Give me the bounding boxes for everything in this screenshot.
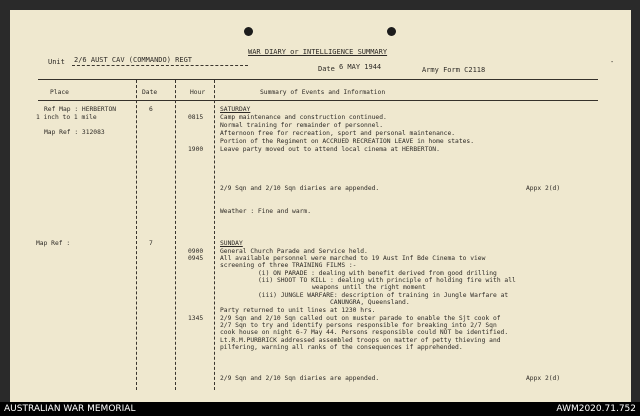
summary-line: All available personnel were marched to 19 Aust Inf Bde Cinema to view	[220, 255, 486, 262]
date-label: Date	[318, 65, 335, 73]
summary-line: pilfering, warning all ranks of the consequences if apprehended.	[220, 344, 463, 351]
diary-page	[10, 10, 631, 402]
document-title: WAR DIARY or INTELLIGENCE SUMMARY	[248, 48, 388, 56]
summary-line: 2/9 Sqn and 2/10 Sqn diaries are appended.	[220, 185, 380, 192]
summary-line: 2/9 Sqn and 2/10 Sqn diaries are appended.	[220, 375, 380, 382]
summary-line: 2/7 Sqn to try and identify persons responsible for breaking into 2/7 Sqn	[220, 322, 497, 329]
summary-line: cook house on night 6-7 May 44. Persons responsible could NOT be identified.	[220, 329, 509, 336]
punch-hole-right	[387, 27, 396, 36]
entry-hour: 0945	[188, 255, 204, 262]
summary-line: Normal training for remainder of personnel.	[220, 122, 384, 129]
archive-footer	[0, 402, 640, 416]
entry-day-heading: SATURDAY	[220, 106, 251, 113]
column-hour: Hour	[190, 89, 206, 96]
header-top-rule	[38, 79, 598, 80]
summary-line: Lt.R.M.PURBRICK addressed assembled troops on matter of petty thieving and	[220, 337, 501, 344]
weather-line: Weather : Fine and warm.	[220, 208, 311, 215]
divider-hour-summary	[214, 80, 215, 390]
place-scale: 1 inch to 1 mile	[36, 114, 97, 121]
entry-hour: 0900	[188, 248, 204, 255]
film-item: (iii) JUNGLE WARFARE: description of training in Jungle Warfare at	[258, 292, 509, 299]
appendix-ref: Appx 2(d)	[526, 185, 561, 192]
summary-line: General Church Parade and Service held.	[220, 248, 368, 255]
column-date: Date	[142, 89, 158, 96]
column-summary: Summary of Events and Information	[260, 89, 386, 96]
summary-line: Portion of the Regiment on ACCRUED RECREATION LEAVE in home states.	[220, 138, 475, 145]
date-value: 6 MAY 1944	[339, 63, 382, 71]
column-place: Place	[50, 89, 69, 96]
place-ref-map: Ref Map : HERBERTON	[44, 106, 117, 113]
entry-date: 6	[149, 106, 153, 113]
unit-underline	[72, 65, 248, 66]
place-map-ref: Map Ref : 312083	[44, 129, 105, 136]
summary-line: Camp maintenance and construction continued.	[220, 114, 387, 121]
summary-line: Leave party moved out to attend local cinema at HERBERTON.	[220, 146, 440, 153]
entry-hour: 1900	[188, 146, 204, 153]
summary-line: screening of three TRAINING FILMS :-	[220, 262, 357, 269]
divider-place-date	[136, 80, 137, 390]
summary-line: Party returned to unit lines at 1230 hrs.	[220, 307, 376, 314]
entry-day-heading: SUNDAY	[220, 240, 243, 247]
unit-value: 2/6 AUST CAV (COMMANDO) REGT	[74, 56, 193, 64]
film-item-continued: CANUNGRA, Queensland.	[330, 299, 410, 306]
entry-hour: 0815	[188, 114, 204, 121]
unit-label: Unit	[48, 58, 65, 66]
entry-date: 7	[149, 240, 153, 247]
dash-mark: -	[610, 58, 615, 66]
appendix-ref: Appx 2(d)	[526, 375, 561, 382]
footer-accession-number: AWM2020.71.752	[556, 404, 636, 414]
divider-date-hour	[175, 80, 176, 390]
punch-hole-left	[244, 27, 253, 36]
header-bottom-rule	[38, 100, 598, 101]
film-item-continued: weapons until the right moment	[312, 284, 426, 291]
entry-hour: 1345	[188, 315, 204, 322]
summary-line: 2/9 Sqn and 2/10 Sqn called out on muster parade to enable the Sjt cook of	[220, 315, 501, 322]
footer-institution: AUSTRALIAN WAR MEMORIAL	[4, 404, 136, 414]
film-item: (i) ON PARADE : dealing with benefit derived from good drilling	[258, 270, 497, 277]
summary-line: Afternoon free for recreation, sport and personal maintenance.	[220, 130, 456, 137]
film-item: (ii) SHOOT TO KILL : dealing with principle of holding fire with all	[258, 277, 516, 284]
place-map-ref: Map Ref :	[36, 240, 71, 247]
form-reference: Army Form C2118	[422, 66, 486, 74]
